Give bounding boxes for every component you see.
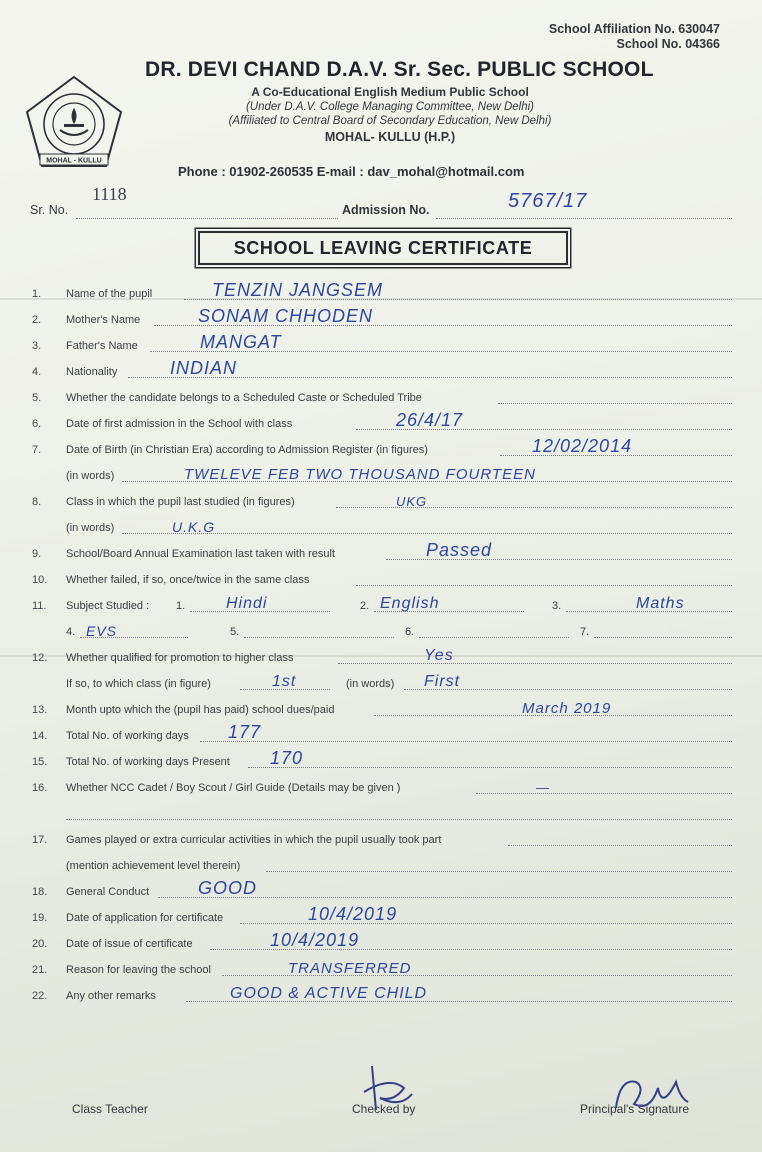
other-remarks: GOOD & ACTIVE CHILD — [230, 985, 428, 1002]
field-row: 3. Father's Name MANGAT — [0, 332, 762, 354]
checker-signature — [350, 1058, 430, 1120]
promotion-class: 1st — [272, 673, 297, 690]
ncc-scout-details: — — [536, 780, 550, 795]
field-label: Reason for leaving the school — [66, 964, 211, 976]
field-label: (in words) — [66, 470, 115, 482]
school-details — [175, 85, 605, 146]
dotted-line — [200, 741, 732, 742]
affiliation-board: (Affiliated to Central Board of Secondary Education, New Delhi) — [228, 115, 552, 127]
principal-signature-label: Principal's Signature — [580, 1102, 690, 1116]
issue-date: 10/4/2019 — [270, 930, 360, 950]
field-label: Whether failed, if so, once/twice in the same class — [66, 574, 310, 586]
application-date: 10/4/2019 — [308, 904, 398, 924]
school-logo — [20, 74, 128, 170]
school-number: School No. 04366 — [616, 37, 720, 51]
school-name: DR. DEVI CHAND D.A.V. Sr. Sec. PUBLIC SCHOOL — [145, 58, 654, 81]
dotted-line — [66, 819, 732, 820]
dues-paid-upto: March 2019 — [522, 700, 612, 717]
managing-committee: (Under D.A.V. College Managing Committee, New Delhi) — [245, 101, 535, 113]
dotted-line — [436, 218, 732, 219]
field-row: 1. Name of the pupil TENZIN JANGSEM — [0, 280, 762, 302]
field-label: Date of Birth (in Christian Era) according to Admission Register (in figures) — [66, 444, 428, 456]
field-row: 10. Whether failed, if so, once/twice in the same class — [0, 566, 762, 588]
field-row — [0, 852, 762, 874]
class-teacher-label: Class Teacher — [72, 1102, 148, 1116]
field-row: 14. Total No. of working days 177 — [0, 722, 762, 744]
father-name: MANGAT — [200, 332, 282, 352]
leaving-reason: TRANSFERRED — [288, 960, 412, 977]
field-label: Date of issue of certificate — [66, 938, 193, 950]
field-row: 11. Subject Studied : 1. Hindi 2. English 3. Maths — [0, 592, 762, 614]
field-row: 12. Whether qualified for promotion to higher class Yes — [0, 644, 762, 666]
field-row: 9. School/Board Annual Examination last taken with result Passed — [0, 540, 762, 562]
field-label: Total No. of working days Present — [66, 756, 230, 768]
exam-result: Passed — [426, 540, 493, 560]
principal-signature — [606, 1068, 696, 1120]
days-present: 170 — [270, 748, 304, 768]
birth-date: 12/02/2014 — [532, 436, 633, 456]
field-label: Any other remarks — [66, 990, 156, 1002]
field-label: Subject Studied : — [66, 600, 150, 612]
field-row: 4. EVS 5. 6. 7. — [0, 618, 762, 640]
field-row — [0, 514, 762, 536]
promotion-class-words: First — [424, 673, 461, 690]
admission-date: 26/4/17 — [396, 410, 464, 430]
dotted-line — [338, 663, 732, 664]
field-row: 6. Date of first admission in the School with class 26/4/17 — [0, 410, 762, 432]
field-label: Mother's Name — [66, 314, 141, 326]
field-row: 15. Total No. of working days Present 170 — [0, 748, 762, 770]
subject-3: Maths — [636, 595, 685, 612]
field-label: School/Board Annual Examination last taken with result — [66, 548, 336, 560]
field-row: 2. Mother's Name SONAM CHHODEN — [0, 306, 762, 328]
dotted-line — [498, 403, 732, 404]
field-row: 22. Any other remarks GOOD & ACTIVE CHILD — [0, 982, 762, 1004]
field-label: Date of application for certificate — [66, 912, 224, 924]
subject-1: Hindi — [226, 595, 268, 612]
affiliation-number: School Affiliation No. 630047 — [548, 22, 720, 36]
field-row: 18. General Conduct GOOD — [0, 878, 762, 900]
field-row: 21. Reason for leaving the school TRANSFERRED — [0, 956, 762, 978]
field-label: (in words) — [346, 678, 395, 690]
mother-name: SONAM CHHODEN — [198, 306, 374, 326]
serial-number: 1118 — [92, 184, 127, 204]
dotted-line — [476, 793, 732, 794]
field-label: Whether NCC Cadet / Boy Scout / Girl Guide (Details may be given ) — [66, 782, 401, 794]
dotted-line — [419, 637, 569, 638]
dotted-line — [356, 585, 732, 586]
checked-by-label: Checked by — [352, 1102, 416, 1116]
field-label: (mention achievement level therein) — [66, 860, 241, 872]
field-row: 19. Date of application for certificate 10/4/2019 — [0, 904, 762, 926]
field-label: Whether the candidate belongs to a Scheduled Caste or Scheduled Tribe — [66, 392, 422, 404]
dotted-line — [266, 871, 732, 872]
field-row — [0, 462, 762, 484]
last-class: UKG — [396, 494, 428, 509]
school-subtitle: A Co-Educational English Medium Public School — [251, 85, 529, 99]
dotted-line — [76, 218, 338, 219]
field-label: Class in which the pupil last studied (in figures) — [66, 496, 295, 508]
admission-number: 5767/17 — [508, 190, 588, 212]
certificate-title: SCHOOL LEAVING CERTIFICATE — [198, 231, 568, 265]
working-days: 177 — [228, 722, 262, 742]
affiliation-block — [549, 22, 720, 52]
field-label: Games played or extra curricular activities in which the pupil usually took part — [66, 834, 442, 846]
field-row: 20. Date of issue of certificate 10/4/2019 — [0, 930, 762, 952]
logo-caption: MOHAL - KULLU — [46, 157, 102, 165]
field-row: 4. Nationality INDIAN — [0, 358, 762, 380]
field-row: 13. Month upto which the (pupil has paid) school dues/paid March 2019 — [0, 696, 762, 718]
dotted-line — [508, 845, 732, 846]
field-row: 17. Games played or extra curricular activities in which the pupil usually took part — [0, 826, 762, 848]
field-row — [0, 670, 762, 692]
subject-4: EVS — [86, 623, 118, 639]
field-label: If so, to which class (in figure) — [66, 678, 211, 690]
field-label: (in words) — [66, 522, 115, 534]
field-row: 8. Class in which the pupil last studied (in figures) UKG — [0, 488, 762, 510]
field-row: 16. Whether NCC Cadet / Boy Scout / Girl Guide (Details may be given ) — — [0, 774, 762, 796]
dotted-line — [594, 637, 732, 638]
field-label: Date of first admission in the School with class — [66, 418, 293, 430]
subject-2: English — [380, 595, 440, 612]
field-label: General Conduct — [66, 886, 150, 898]
field-label: Total No. of working days — [66, 730, 189, 742]
field-row: 7. Date of Birth (in Christian Era) according to Admission Register (in figures) 12/02/2014 — [0, 436, 762, 458]
field-label: Nationality — [66, 366, 118, 378]
general-conduct: GOOD — [198, 878, 258, 898]
field-row — [0, 800, 762, 822]
promotion-qualified: Yes — [424, 647, 454, 664]
field-row: 5. Whether the candidate belongs to a Scheduled Caste or Scheduled Tribe — [0, 384, 762, 406]
field-label: Name of the pupil — [66, 288, 153, 300]
birth-date-words: TWELEVE FEB TWO THOUSAND FOURTEEN — [184, 466, 536, 483]
dotted-line — [248, 767, 732, 768]
admission-label: Admission No. — [342, 203, 430, 217]
contact-line: Phone : 01902-260535 E-mail : dav_mohal@hotmail.com — [178, 164, 525, 179]
last-class-words: U.K.G — [172, 519, 216, 535]
serial-label: Sr. No. — [30, 203, 69, 217]
pupil-name: TENZIN JANGSEM — [212, 280, 384, 300]
dotted-line — [244, 637, 394, 638]
field-label: Month upto which the (pupil has paid) school dues/paid — [66, 704, 335, 716]
nationality: INDIAN — [170, 358, 238, 378]
field-label: Whether qualified for promotion to higher class — [66, 652, 294, 664]
field-label: Father's Name — [66, 340, 138, 352]
school-location: MOHAL- KULLU (H.P.) — [324, 130, 456, 144]
